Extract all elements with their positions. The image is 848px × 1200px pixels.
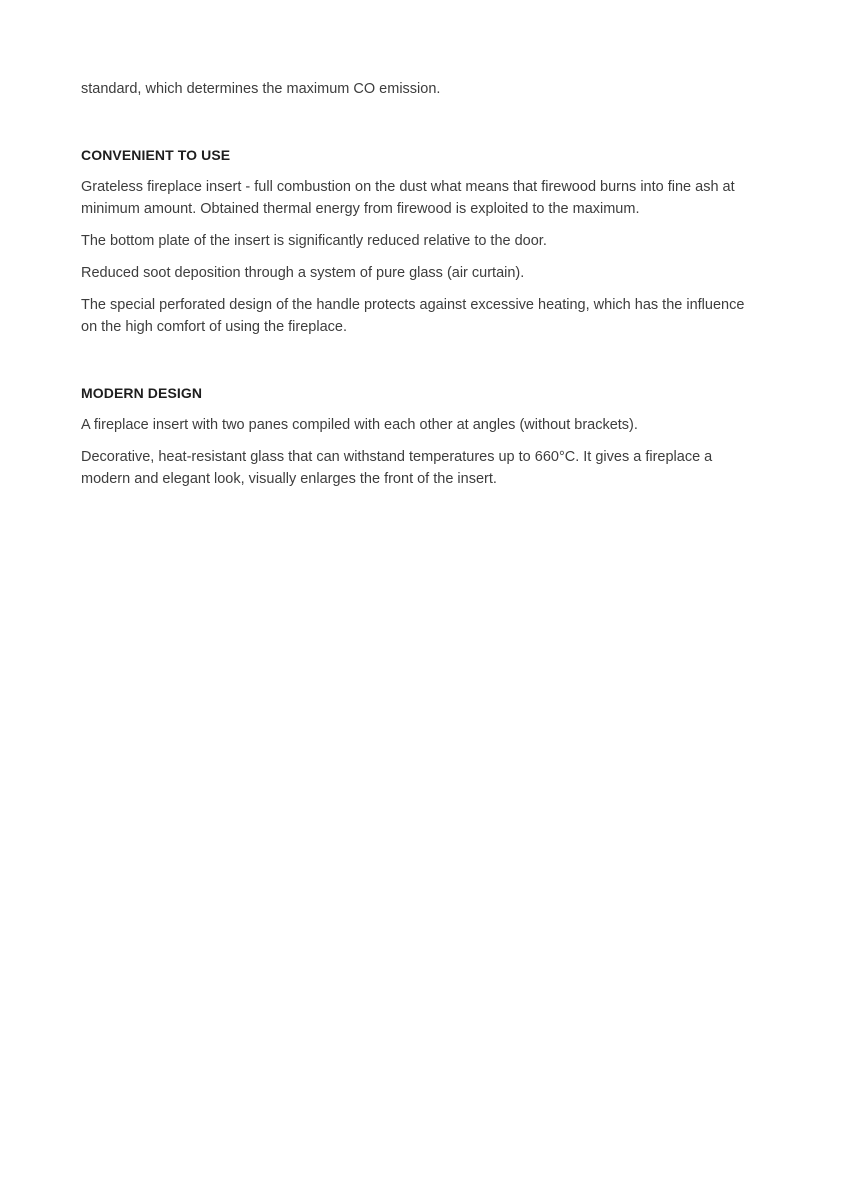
paragraph: Reduced soot deposition through a system of pure glass (air curtain). xyxy=(81,265,525,281)
paragraph: The bottom plate of the insert is significantly reduced relative to the door. xyxy=(81,233,547,249)
document-page xyxy=(81,78,761,534)
paragraph: Decorative, heat-resistant glass that can withstand temperatures up to 660°C. It gives a fireplace a modern and elegant look, visually enlarges the front of the insert. xyxy=(81,449,713,487)
section-heading: CONVENIENT TO USE xyxy=(81,147,231,163)
paragraph: Grateless fireplace insert - full combustion on the dust what means that firewood burns into fine ash at minimum amount. Obtained thermal energy from firewood is exploited to the maximum. xyxy=(81,179,735,217)
section-convenient-to-use xyxy=(81,144,761,338)
section-modern-design xyxy=(81,382,761,490)
intro-paragraph: standard, which determines the maximum CO emission. xyxy=(81,81,441,97)
paragraph: The special perforated design of the handle protects against excessive heating, which has the influence on the high comfort of using the fireplace. xyxy=(81,297,745,335)
section-heading: MODERN DESIGN xyxy=(81,385,203,401)
paragraph: A fireplace insert with two panes compiled with each other at angles (without brackets). xyxy=(81,417,638,433)
